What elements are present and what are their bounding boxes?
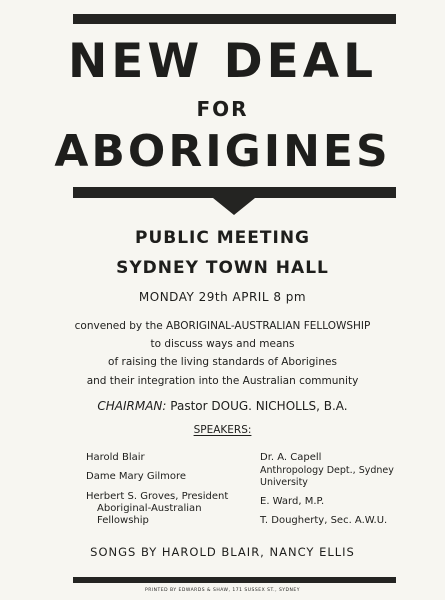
speaker-harold-blair: Harold Blair <box>86 452 145 463</box>
headline-for: FOR <box>196 97 249 121</box>
speaker-capell-dept-2: University <box>260 477 308 488</box>
chairman-line <box>0 399 445 413</box>
speaker-capell-dept-1: Anthropology Dept., Sydney <box>260 465 394 476</box>
printer-imprint: PRINTED BY EDWARDS & SHAW, 171 SUSSEX ST., SYDNEY <box>145 588 300 593</box>
headline-new-deal: NEW DEAL <box>67 34 378 89</box>
speakers-heading <box>0 424 445 436</box>
top-rule <box>73 14 396 24</box>
speaker-capell: Dr. A. Capell <box>260 452 322 463</box>
speaker-herbert-groves-org-1: Aboriginal-Australian <box>97 503 202 514</box>
venue-heading: SYDNEY TOWN HALL <box>116 258 329 278</box>
purpose-line-1: convened by the ABORIGINAL-AUSTRALIAN FELLOWSHIP <box>74 320 371 332</box>
speaker-herbert-groves: Herbert S. Groves, President <box>86 491 229 502</box>
purpose-line-4: and their integration into the Australian community <box>86 375 359 387</box>
speaker-ward: E. Ward, M.P. <box>260 496 325 507</box>
chairman-label: CHAIRMAN: <box>97 399 167 413</box>
purpose-line-2: to discuss ways and means <box>150 338 295 350</box>
speakers-heading-text: SPEAKERS: <box>193 424 252 436</box>
purpose-line-3: of raising the living standards of Aborigines <box>108 356 337 368</box>
chairman-name: Pastor DOUG. NICHOLLS, B.A. <box>170 399 348 413</box>
public-meeting-heading: PUBLIC MEETING <box>134 228 311 248</box>
speaker-dougherty: T. Dougherty, Sec. A.W.U. <box>260 515 388 526</box>
speaker-mary-gilmore: Dame Mary Gilmore <box>86 471 187 482</box>
speaker-herbert-groves-org-2: Fellowship <box>97 515 149 526</box>
arrow-banner-divider <box>73 187 396 215</box>
songs-line: SONGS BY HAROLD BLAIR, NANCY ELLIS <box>90 545 355 559</box>
headline-aborigines: ABORIGINES <box>54 126 391 177</box>
meeting-date: MONDAY 29th APRIL 8 pm <box>138 290 307 304</box>
bottom-rule <box>73 577 396 583</box>
